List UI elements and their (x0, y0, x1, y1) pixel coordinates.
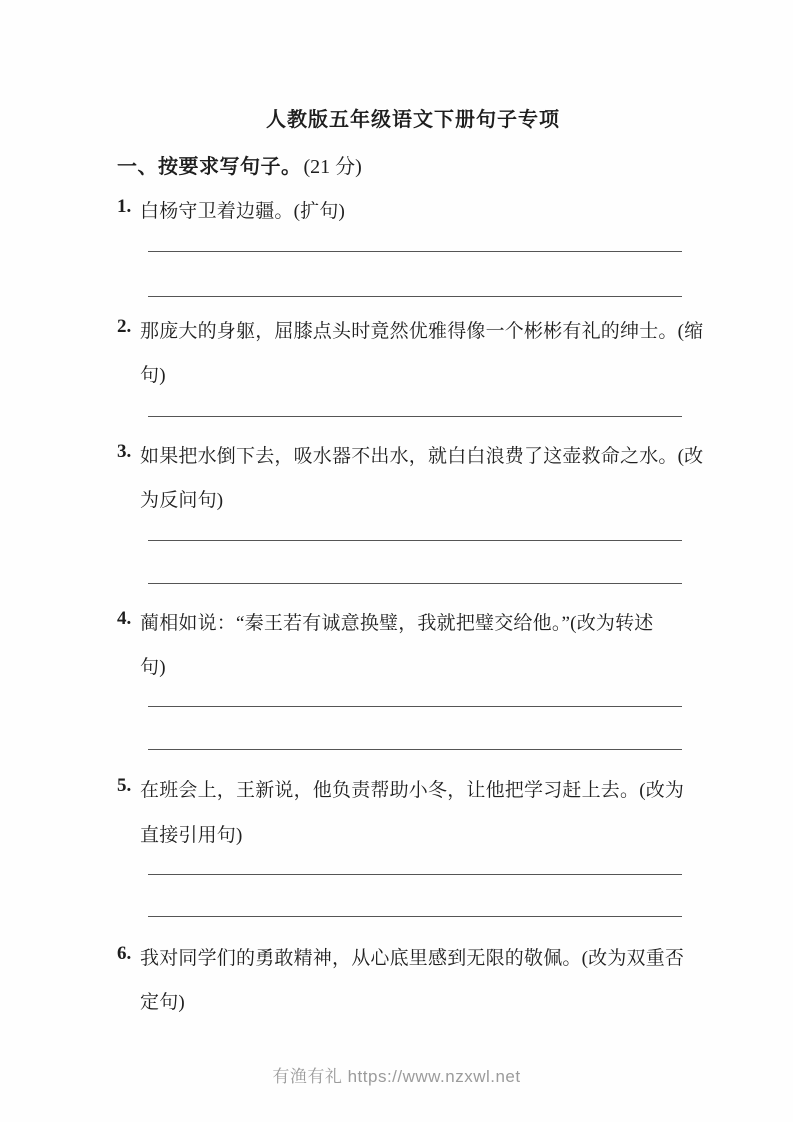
item-2-number: 2. (117, 316, 132, 337)
answer-line (148, 583, 682, 584)
answer-line (148, 540, 682, 541)
answer-line (148, 916, 682, 917)
page-title: 人教版五年级语文下册句子专项 (266, 109, 560, 131)
item-3-number: 3. (117, 441, 132, 462)
item-2-text-line-1: 那庞大的身躯，屈膝点头时竟然优雅得像一个彬彬有礼的绅士。(缩 (140, 321, 704, 342)
answer-line (148, 706, 682, 707)
answer-line (148, 296, 682, 297)
item-1-number: 1. (117, 196, 132, 217)
item-3-text-line-1: 如果把水倒下去，吸水器不出水，就白白浪费了这壶救命之水。(改 (140, 446, 704, 467)
section-heading-label: 一、按要求写句子。 (117, 156, 302, 178)
item-6-text-line-1: 我对同学们的勇敢精神，从心底里感到无限的敬佩。(改为双重否 (140, 948, 685, 969)
answer-line (148, 251, 682, 252)
item-5-number: 5. (117, 775, 132, 796)
footer-watermark: 有渔有礼 https://www.nzxwl.net (272, 1067, 521, 1086)
item-4-text-line-1: 蔺相如说：“秦王若有诚意换璧，我就把璧交给他。”(改为转述 (140, 613, 654, 634)
item-5-text-line-2: 直接引用句) (140, 825, 243, 846)
answer-line (148, 874, 682, 875)
item-1-text: 白杨守卫着边疆。(扩句) (140, 201, 346, 222)
answer-line (148, 749, 682, 750)
item-2-text-line-2: 句) (140, 365, 166, 386)
item-6-text-line-2: 定句) (140, 992, 185, 1013)
item-3-text-line-2: 为反问句) (140, 490, 224, 511)
answer-line (148, 416, 682, 417)
section-heading (117, 150, 362, 179)
item-4-text-line-2: 句) (140, 657, 166, 678)
item-6-number: 6. (117, 943, 132, 964)
section-score: (21 分) (303, 156, 362, 178)
item-4-number: 4. (117, 608, 132, 629)
item-5-text-line-1: 在班会上，王新说，他负责帮助小冬，让他把学习赶上去。(改为 (140, 780, 685, 801)
